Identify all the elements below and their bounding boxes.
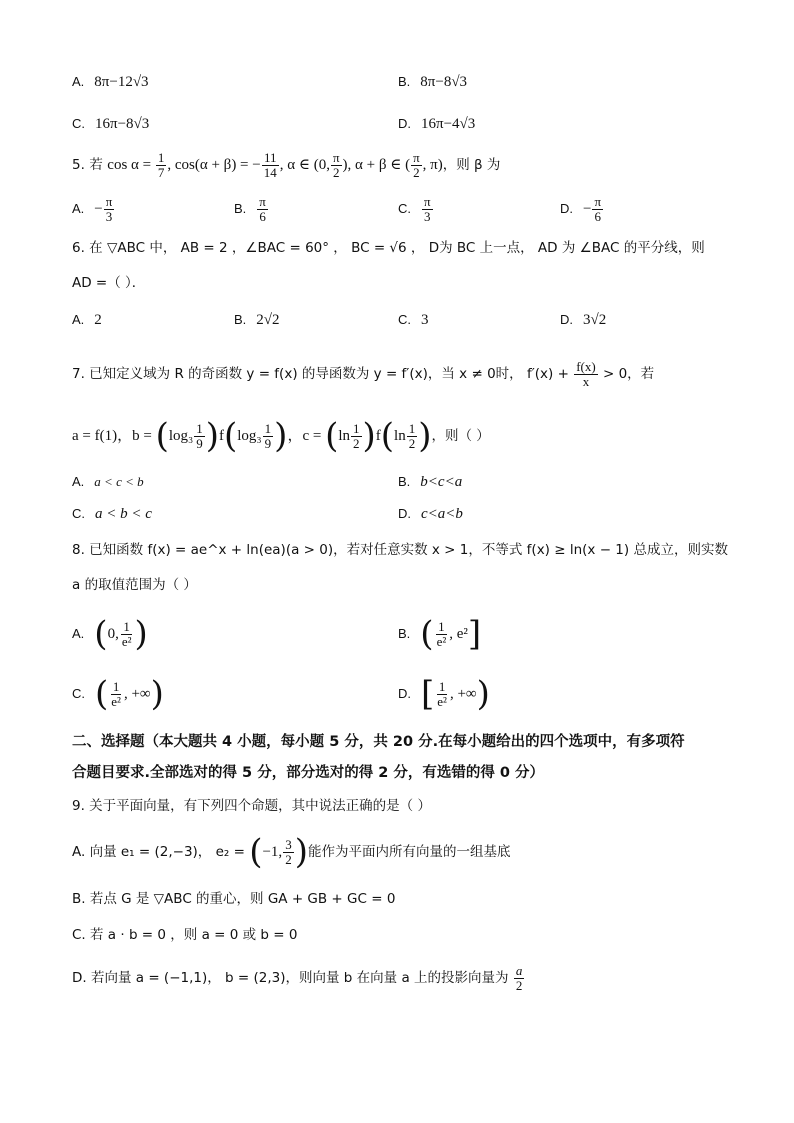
q6-stem-line1: 6. 在 ▽ABC 中， AB = 2 ，∠BAC = 60° ， BC = √6 ， D为 BC 上一点， AD 为 ∠BAC 的平分线，则 bbox=[72, 240, 705, 256]
option-text: c<a<b bbox=[421, 506, 463, 522]
numerator: 3 bbox=[285, 836, 292, 852]
q5-math: cos α = bbox=[107, 157, 155, 173]
option-text: 8π−12√3 bbox=[94, 74, 149, 90]
q7-math: f bbox=[375, 428, 381, 444]
denominator: 2 bbox=[285, 851, 292, 867]
q9-stem: 9. 关于平面向量，有下列四个命题，其中说法正确的是（ ） bbox=[72, 798, 431, 814]
option-label: C. bbox=[398, 201, 411, 216]
q7-math: ，c = bbox=[287, 428, 326, 444]
q8-option-d bbox=[398, 672, 490, 716]
log-symbol: log₃ bbox=[168, 428, 194, 444]
q7-stem-line1 bbox=[72, 355, 654, 393]
option-label: D. bbox=[560, 312, 573, 327]
numerator: π bbox=[413, 149, 420, 165]
q6-option-a bbox=[72, 310, 102, 330]
interval-post: , +∞ bbox=[449, 686, 477, 702]
option-text: b<c<a bbox=[420, 474, 463, 490]
numerator: 1 bbox=[157, 149, 165, 165]
q9-a-text: 能作为平面内所有向量的一组基底 bbox=[307, 844, 511, 860]
denominator: e² bbox=[437, 693, 447, 709]
denominator: 2 bbox=[408, 435, 416, 451]
fraction bbox=[435, 680, 449, 709]
numerator: 1 bbox=[264, 420, 272, 436]
interval-pre: 0, bbox=[107, 626, 119, 642]
q7-option-a bbox=[72, 472, 144, 492]
option-text: 16π−8√3 bbox=[95, 116, 150, 132]
q6-stem-line2: AD =（ ）． bbox=[72, 275, 146, 291]
fraction bbox=[120, 620, 134, 649]
paren-right: ) bbox=[205, 416, 219, 456]
paren-left: ( bbox=[325, 416, 339, 456]
q8-stem-line2: a 的取值范围为（ ） bbox=[72, 577, 197, 593]
fraction bbox=[156, 151, 167, 180]
q9-d-text: D. 若向量 a = (−1,1)， b = (2,3)，则向量 b 在向量 a 上的投影向量为 bbox=[72, 970, 513, 986]
denominator: 14 bbox=[263, 164, 277, 180]
interval-right: ) bbox=[150, 674, 164, 714]
interval-left: ( bbox=[95, 674, 109, 714]
numerator: π bbox=[105, 193, 113, 209]
fraction bbox=[514, 964, 525, 993]
sign: − bbox=[94, 201, 103, 217]
denominator: 2 bbox=[332, 164, 340, 180]
q4-option-b bbox=[398, 72, 467, 92]
denominator: 7 bbox=[157, 164, 165, 180]
interval-right: ] bbox=[467, 614, 482, 654]
paren-left: ( bbox=[224, 416, 238, 456]
denominator: 3 bbox=[105, 208, 113, 224]
q5-stem bbox=[72, 146, 500, 184]
q6-option-c bbox=[398, 310, 429, 330]
paren-left: ( bbox=[249, 832, 263, 872]
interval-left: ( bbox=[94, 614, 108, 654]
paren-right: ) bbox=[294, 832, 308, 872]
fraction bbox=[411, 151, 422, 180]
option-label: C. bbox=[398, 312, 411, 327]
option-label: D. bbox=[560, 201, 573, 216]
paren-left: ( bbox=[380, 416, 395, 456]
q6-option-d bbox=[560, 310, 606, 330]
q5-math: , π) bbox=[422, 157, 443, 173]
denominator: e² bbox=[121, 633, 132, 649]
option-text: 8π−8√3 bbox=[420, 74, 468, 90]
q5-option-c bbox=[398, 192, 434, 226]
q4-option-c bbox=[72, 114, 149, 134]
option-label: D. bbox=[398, 686, 411, 701]
q5-option-b bbox=[234, 192, 269, 226]
option-label: A. bbox=[72, 74, 85, 89]
paren-right: ) bbox=[274, 416, 288, 456]
q7-text: 7. 已知定义域为 R 的奇函数 y = f(x) 的导函数为 y = f′(x)，当 x ≠ 0时， f′(x) + bbox=[72, 366, 574, 382]
option-label: D. bbox=[398, 506, 411, 521]
fraction bbox=[351, 422, 362, 451]
q8-stem-line1: 8. 已知函数 f(x) = ae^x + ln(ea)(a > 0)，若对任意实数 x > 1，不等式 f(x) ≥ ln(x − 1) 总成立，则实数 bbox=[72, 542, 728, 558]
denominator: 6 bbox=[259, 208, 266, 224]
option-text: 2√2 bbox=[256, 312, 280, 328]
option-text: 16π−4√3 bbox=[421, 116, 476, 132]
option-text: a < b < c bbox=[95, 506, 152, 522]
option-label: C. bbox=[72, 506, 85, 521]
numerator: 1 bbox=[438, 618, 445, 634]
fraction bbox=[104, 195, 115, 224]
option-label: B. bbox=[234, 201, 247, 216]
denominator: x bbox=[582, 373, 590, 389]
fraction bbox=[109, 680, 123, 709]
numerator: 1 bbox=[408, 420, 416, 436]
option-label: A. bbox=[72, 312, 85, 327]
q8-option-b bbox=[398, 612, 481, 656]
denominator: 3 bbox=[424, 208, 431, 224]
section-heading-line1: 二、选择题（本大题共 4 小题，每小题 5 分，共 20 分.在每小题给出的四个选项中，有多项符 bbox=[72, 734, 685, 750]
q8-option-c bbox=[72, 672, 164, 716]
numerator: 1 bbox=[353, 420, 360, 436]
q5-math: ), α + β ∈ ( bbox=[342, 157, 411, 173]
q5-math: , cos(α + β) = − bbox=[167, 157, 261, 173]
log-symbol: log₃ bbox=[237, 428, 262, 444]
numerator: a bbox=[515, 962, 523, 978]
interval-left: [ bbox=[421, 674, 435, 714]
q9-option-d bbox=[72, 958, 525, 998]
fraction bbox=[331, 151, 342, 180]
numerator: 1 bbox=[123, 618, 130, 634]
option-text: 2 bbox=[94, 312, 102, 328]
q7-text: > 0，若 bbox=[598, 366, 655, 382]
numerator: π bbox=[424, 193, 431, 209]
q9-a-math: −1, bbox=[262, 844, 283, 860]
option-label: C. bbox=[72, 686, 85, 701]
interval-right: ) bbox=[134, 614, 148, 654]
numerator: 1 bbox=[112, 678, 120, 694]
interval-post: , +∞ bbox=[123, 686, 151, 702]
option-text: 3√2 bbox=[583, 312, 607, 328]
q7-tail: ，则（ ） bbox=[431, 428, 490, 444]
q7-math: a = f(1)，b = bbox=[72, 428, 156, 444]
fraction bbox=[435, 620, 449, 649]
fraction bbox=[262, 151, 279, 180]
option-label: C. bbox=[72, 116, 85, 131]
q7-option-d bbox=[398, 504, 463, 524]
option-label: B. bbox=[398, 474, 411, 489]
question-number: 5. bbox=[72, 157, 85, 173]
numerator: π bbox=[594, 193, 602, 209]
q5-prefix: 若 bbox=[89, 157, 103, 173]
denominator: e² bbox=[436, 633, 447, 649]
fraction bbox=[407, 422, 418, 451]
q6-option-b bbox=[234, 310, 280, 330]
q5-option-d bbox=[560, 192, 604, 226]
ln-symbol: ln bbox=[394, 428, 406, 444]
paren-right: ) bbox=[418, 416, 432, 456]
q9-option-a bbox=[72, 832, 510, 872]
q5-option-a bbox=[72, 192, 115, 226]
option-label: D. bbox=[398, 116, 411, 131]
fraction bbox=[283, 838, 294, 867]
q9-a-text: A. 向量 e₁ = (2,−3)， e₂ = bbox=[72, 844, 250, 860]
denominator: 2 bbox=[515, 977, 523, 993]
numerator: 1 bbox=[196, 420, 203, 436]
interval-right: ) bbox=[476, 674, 490, 714]
numerator: f(x) bbox=[576, 358, 596, 374]
ln-symbol: ln bbox=[338, 428, 350, 444]
q9-option-c: C. 若 a · b = 0 ，则 a = 0 或 b = 0 bbox=[72, 927, 298, 943]
numerator: 1 bbox=[438, 678, 446, 694]
option-label: B. bbox=[398, 626, 411, 641]
sign: − bbox=[583, 201, 592, 217]
q8-option-a bbox=[72, 612, 148, 656]
q7-math: f bbox=[219, 428, 224, 444]
numerator: π bbox=[332, 149, 340, 165]
q4-option-a bbox=[72, 72, 149, 92]
q7-option-b bbox=[398, 472, 462, 492]
q7-option-c bbox=[72, 504, 152, 524]
fraction bbox=[592, 195, 603, 224]
denominator: e² bbox=[111, 693, 121, 709]
q5-math: , α ∈ (0, bbox=[279, 157, 330, 173]
paren-left: ( bbox=[155, 416, 169, 456]
fraction bbox=[574, 360, 598, 389]
numerator: 11 bbox=[263, 149, 277, 165]
fraction bbox=[257, 195, 268, 224]
q5-suffix: ，则 β 为 bbox=[442, 157, 501, 173]
denominator: 9 bbox=[196, 435, 203, 451]
interval-post: , e² bbox=[449, 626, 468, 642]
option-label: B. bbox=[234, 312, 247, 327]
denominator: 2 bbox=[353, 435, 360, 451]
option-label: B. bbox=[398, 74, 411, 89]
section-heading-line2: 合题目要求.全部选对的得 5 分，部分选对的得 2 分，有选错的得 0 分） bbox=[72, 765, 545, 781]
option-label: A. bbox=[72, 201, 85, 216]
numerator: π bbox=[259, 193, 266, 209]
q4-option-d bbox=[398, 114, 475, 134]
fraction bbox=[263, 422, 274, 451]
paren-right: ) bbox=[362, 416, 376, 456]
denominator: 9 bbox=[264, 435, 272, 451]
fraction bbox=[422, 195, 433, 224]
q7-stem-line2 bbox=[72, 414, 490, 458]
denominator: 2 bbox=[413, 164, 420, 180]
fraction bbox=[194, 422, 205, 451]
option-label: A. bbox=[72, 626, 85, 641]
option-label: A. bbox=[72, 474, 85, 489]
denominator: 6 bbox=[594, 208, 601, 224]
interval-left: ( bbox=[420, 614, 434, 654]
option-text: a < c < b bbox=[94, 474, 144, 489]
option-text: 3 bbox=[421, 312, 429, 328]
q9-option-b: B. 若点 G 是 ▽ABC 的重心，则 GA + GB + GC = 0 bbox=[72, 891, 396, 907]
